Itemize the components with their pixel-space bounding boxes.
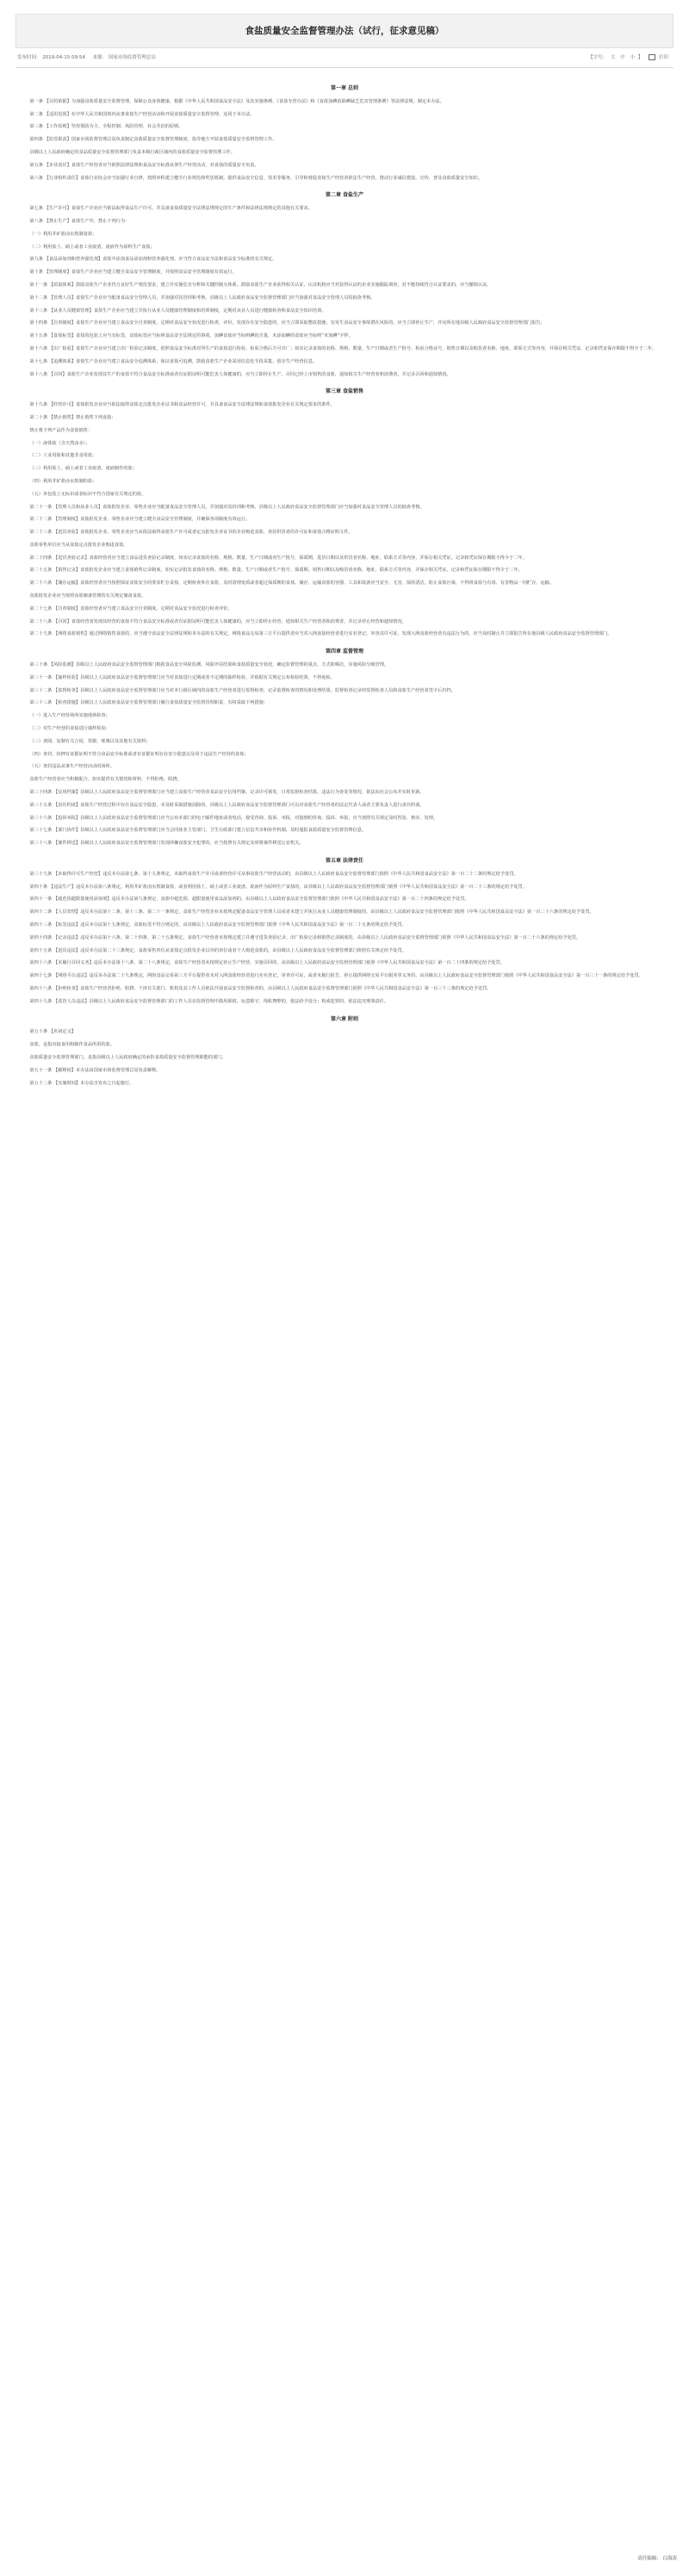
article-paragraph — [21, 1029, 668, 1036]
article-text: 县级以上人民政府确定的食品质量安全监督管理部门负责本级行政区域内的食盐质量安全监督管理工作。 — [29, 149, 236, 155]
article-paragraph — [21, 816, 668, 822]
article-text: 【储存运输】食盐经营者应当按照保证食盐安全的要求贮存食盐，定期检查库存食盐，及时清理变质或者超过保质期的食盐。储存、运输食盐的容器、工具和设备应当安全、无害，保持清洁，防止食盐污染，不得将食盐与有毒、有害物品一同贮存、运输。 — [53, 580, 555, 587]
article-paragraph — [21, 245, 668, 251]
article-text: （五）查封违法从事生产经营活动的场所。 — [29, 764, 115, 770]
page-title: 食盐质量安全监督管理办法（试行，征求意见稿） — [16, 14, 673, 48]
article-text: （三）利用盐土、硝土或者工业废渣、废液制作的盐； — [29, 466, 137, 472]
chapter-heading: 第四章 监督管理 — [325, 649, 364, 655]
article-paragraph — [21, 568, 668, 574]
article-paragraph — [21, 662, 668, 669]
article-paragraph — [21, 619, 668, 626]
editor-label: 责任编辑： — [637, 2556, 661, 2561]
article-paragraph — [21, 295, 668, 302]
article-text: 【检查措施】县级以上人民政府食品安全监督管理部门履行食盐质量安全监督管理职责，有权采取下列措施： — [53, 700, 269, 706]
article-text: 【信用档案】县级以上人民政府食品安全监督管理部门应当建立食盐生产经营者食品安全信用档案，记录许可颁发、日常监督检查结果、违法行为查处等情况，依法向社会公布并实时更新。 — [53, 790, 425, 796]
article-paragraph — [21, 935, 668, 942]
font-medium-button[interactable]: 中 — [620, 55, 625, 60]
editor-name: 白海涛 — [662, 2556, 677, 2561]
article-paragraph — [21, 232, 668, 239]
article-text: 【网络食盐销售】通过网络销售食盐的，应当遵守食品安全法律法规和本办法的有关规定。网络食品交易第三方平台提供者应当对入网食盐经营者进行实名登记，审查其许可证，发现入网食盐经营者有违法行为的，应当及时制止并立即报告所在地县级人民政府食品安全监督管理部门。 — [53, 631, 612, 637]
article-number: 第二十一条 — [29, 504, 53, 510]
article-number: 第十三条 — [29, 307, 48, 313]
article-text: 【适用范围】在中华人民共和国境内从事食盐生产经营活动和开展食盐质量安全监督管理，适用于本办法。 — [44, 111, 255, 117]
article-text: 【目的依据】为加强食盐质量安全监督管理，保障公众身体健康，根据《中华人民共和国食品安全法》及其实施条例、《食盐专营办法》和《食盐加碘消除碘缺乏危害管理条例》等法律法规，制定本办法。 — [44, 98, 444, 104]
article-number: 第二条 — [29, 111, 43, 117]
article-paragraph — [21, 124, 668, 131]
source-label: 来源： — [92, 55, 108, 60]
article-paragraph — [21, 580, 668, 587]
article-text: 【行业组织责任】食盐行业协会应当加强行业自律，按照章程建立健全行业规范和奖惩机制，提供食品安全信息、技术等服务，引导和督促食盐生产经营者依法生产经营，推动行业诚信建设，宣传、普及食盐质量安全知识。 — [44, 175, 483, 181]
article-paragraph — [21, 922, 668, 929]
article-paragraph — [21, 308, 668, 315]
font-size-label: 【字号： — [588, 55, 608, 60]
article-paragraph — [21, 726, 668, 733]
article-paragraph — [21, 402, 668, 409]
article-paragraph — [21, 372, 668, 379]
article-number: 第五十二条 — [29, 1080, 53, 1086]
article-text: 【出厂检验】食盐生产企业应当建立出厂检验记录制度，依照食品安全标准对所生产的食盐进行检验，检验合格后方可出厂；如实记录食盐的名称、规格、数量、生产日期或者生产批号、检验合格证号、销售日期以及购货者名称、地址、联系方式等内容，并保存相关凭证。记录和凭证保存期限不得少于二年。 — [48, 345, 657, 351]
article-paragraph — [21, 1068, 668, 1075]
article-text: 【进货查验】食盐批发企业、零售企业应当从依法取得食盐生产许可或者定点批发企业证书的企业购进食盐，查验供货者的许可证和食盐合格证明文件。 — [53, 530, 353, 536]
article-text: 【投诉举报】县级以上人民政府食品安全监督管理部门应当公布本部门的电子邮件地址或者电话，接受咨询、投诉、举报，对接到的咨询、投诉、举报，应当按照有关规定及时答复、核实、处理。 — [53, 815, 438, 821]
article-number: 第三十五条 — [29, 802, 53, 808]
font-large-button[interactable]: 大 — [610, 55, 616, 60]
article-paragraph — [21, 1042, 668, 1049]
article-text: 【未履行召回义务】违反本办法第十八条、第二十八条规定，食盐生产经营者未按规定停止生产经营、实施召回的，由县级以上人民政府食品安全监督管理部门依照《中华人民共和国食品安全法》第一百二十四条的规定给予处罚。 — [53, 960, 505, 966]
article-text: 禁止将下列产品作为食盐销售： — [29, 427, 93, 433]
article-text: 【管理制度】食盐批发企业、零售企业应当建立健全食品安全管理制度，并确保各项制度有效运行。 — [53, 517, 251, 523]
article-number: 第五十一条 — [29, 1067, 53, 1073]
article-text: 【监管职责】国家市场监督管理总局负责制定食盐质量安全监督管理制度，指导地方开展食盐质量安全监督管理工作。 — [44, 137, 277, 143]
article-text: 【监督检查】县级以上人民政府食品安全监督管理部门应当对本行政区域内的食盐生产经营者进行监督检查，记录监督检查的情况和处理结果，监督检查记录经监督检查人员和食盐生产经营者签字后归档。 — [53, 687, 456, 693]
article-paragraph — [21, 948, 668, 955]
article-number: 第三十三条 — [29, 700, 53, 706]
publish-label: 发布时间： — [17, 55, 41, 60]
article-number: 第二十七条 — [29, 605, 53, 611]
article-text: 【标签违法】违反本办法第十五条规定，食盐标签不符合规定的，由县级以上人民政府食品安全监督管理部门依照《中华人民共和国食品安全法》第一百二十五条的规定给予处罚。 — [53, 922, 407, 928]
meta-info — [17, 48, 156, 67]
article-number: 第十一条 — [29, 282, 48, 288]
article-number: 第四十一条 — [29, 897, 53, 903]
article-paragraph — [21, 333, 668, 340]
article-number: 第三十二条 — [29, 687, 53, 693]
article-text: （四）查封、扣押有证据证明不符合食品安全标准或者有证据证明存在安全隐患以及用于违法生产经营的食盐； — [29, 751, 249, 757]
article-paragraph — [21, 543, 668, 549]
article-text: （一）进入生产经营场所实施现场检查； — [29, 713, 110, 719]
article-paragraph — [21, 909, 668, 916]
article-text: 【进货查验记录】食盐经营者应当建立食品进货查验记录制度，如实记录食盐的名称、规格、数量、生产日期或者生产批号、保质期、进货日期以及供货者名称、地址、联系方式等内容，并保存相关凭证。记录和凭证保存期限不得少于二年。 — [53, 555, 527, 561]
article-paragraph — [21, 593, 668, 600]
article-number: 第五条 — [29, 162, 43, 168]
article-paragraph — [21, 219, 668, 226]
article-paragraph — [21, 999, 668, 1006]
article-text: 【未取得许可生产经营】违反本办法第七条、第十九条规定，未取得食盐生产许可或者经营许可从事食盐生产经营活动的，由县级以上人民政府食品安全监督管理部门依照《中华人民共和国食品安全法》第一百二十二条的规定给予处罚。 — [53, 871, 518, 877]
article-paragraph — [21, 739, 668, 746]
article-number: 第十条 — [29, 270, 43, 276]
article-number: 第十四条 — [29, 320, 48, 326]
article-text: （五）外包装上无标识或者标识不符合国家有关规定的盐。 — [29, 491, 146, 497]
chapter-heading: 第五章 法律责任 — [325, 858, 364, 865]
article-paragraph — [21, 137, 668, 144]
article-number: 第六条 — [29, 175, 43, 181]
article-text: 【违法生产】违反本办法第八条规定，利用井矿盐卤水熬制食盐，或者利用盐土、硝土或者工业废渣、废液作为原料生产食盐的，由县级以上人民政府食品安全监督管理部门依照《中华人民共和国食品安全法》第一百二十三条的规定给予处罚。 — [48, 884, 527, 890]
article-number: 第四十四条 — [29, 934, 53, 940]
article-number: 第四十六条 — [29, 960, 53, 966]
source: 国家市场监督管理总局 — [108, 55, 156, 60]
article-text: 食盐质量安全监督管理部门，是指县级以上人民政府确定的承担食盐质量安全监督管理职能的部门。 — [29, 1054, 227, 1060]
article-text: 【召回】食盐生产企业发现其生产的食盐不符合食品安全标准或者有证据证明可能危害人体健康的，应当立即停止生产，召回已经上市销售的食盐，通知相关生产经营者和消费者，并记录召回和通知情况。 — [48, 371, 451, 377]
article-paragraph — [21, 713, 668, 720]
article-text: 【禁止销售】禁止销售下列食盐： — [48, 414, 116, 420]
article-text: （二）对生产经营的食盐进行抽样检验； — [29, 726, 110, 732]
article-text: 【名词定义】 — [48, 1029, 76, 1035]
article-paragraph — [21, 112, 668, 119]
article-number: 第三十七条 — [29, 828, 53, 834]
article-paragraph — [21, 359, 668, 366]
article-paragraph — [21, 282, 668, 289]
article-text: 【实施时间】本办法自发布之日起施行。 — [53, 1080, 134, 1086]
font-small-button[interactable]: 小 — [630, 55, 635, 60]
article-paragraph — [21, 99, 668, 106]
article-text: 【自查制度】食盐经营者应当建立食品安全自查制度，定期对食品安全状况进行检查评价。 — [53, 605, 233, 611]
article-text: 【追溯体系】食盐生产企业应当建立食品安全追溯体系，保证食盐可追溯，鼓励食盐生产企业采用信息化手段采集、留存生产经营信息。 — [48, 358, 318, 364]
article-text: 【销售记录】食盐批发企业应当建立食盐销售记录制度，如实记录批发食盐的名称、规格、数量、生产日期或者生产批号、保质期、销售日期以及购货者名称、地址、联系方式等内容，并保存相关凭证。记录和凭证保存期限不得少于二年。 — [53, 568, 523, 574]
publish-time: 2019-04-15 09:54 — [42, 55, 85, 60]
printer-icon[interactable] — [649, 54, 655, 60]
article-paragraph — [21, 688, 668, 695]
article-text: （三）查阅、复制有关合同、票据、账簿以及其他有关资料； — [29, 738, 151, 744]
article-paragraph — [21, 1081, 668, 1088]
article-text: （四）利用井矿盐卤水熬制的盐； — [29, 478, 97, 484]
article-number: 第四十条 — [29, 884, 48, 890]
article-number: 第二十二条 — [29, 517, 53, 523]
article-text: 【工作原则】坚持预防为主、全程控制、风险管理、社会共治的原则。 — [44, 124, 183, 130]
article-paragraph — [21, 466, 668, 473]
article-text: 【拒绝检查】食盐生产经营者拒绝、阻挠、干涉有关部门、机构及其工作人员依法开展食品安全监督检查的，由县级以上人民政府食品安全监督管理部门依照《中华人民共和国食品安全法》第一百三十三条的规定给予处罚。 — [53, 985, 492, 991]
article-number: 第七条 — [29, 206, 43, 212]
article-paragraph — [21, 320, 668, 327]
article-paragraph — [21, 441, 668, 448]
article-paragraph — [21, 790, 668, 797]
editor-credit — [637, 2554, 677, 2561]
article-paragraph — [21, 973, 668, 980]
article-paragraph — [21, 1055, 668, 1062]
article-text: （一）液体盐（含天然卤水）； — [29, 440, 90, 446]
article-text: 食盐生产经营者应当积极配合，如实提供有关情况和材料，不得拒绝、阻挠。 — [29, 777, 182, 783]
article-paragraph — [21, 606, 668, 613]
article-number: 第三十八条 — [29, 841, 53, 847]
article-paragraph — [21, 176, 668, 183]
article-text: 【案件移送】县级以上人民政府食品安全监督管理部门发现涉嫌食盐安全犯罪的，应当按照有关规定及时将案件移送公安机关。 — [53, 841, 304, 847]
article-number: 第四十八条 — [29, 985, 53, 991]
article-number: 第九条 — [29, 257, 43, 263]
article-paragraph — [21, 505, 668, 512]
article-paragraph — [21, 479, 668, 486]
article-paragraph — [21, 206, 668, 213]
article-number: 第三十一条 — [29, 674, 53, 680]
article-text: 【生产许可】食盐生产企业应当依法取得食品生产许可，并具备食盐质量安全法律法规规定的生产条件和法律法规规定的其他有关要求。 — [44, 206, 313, 212]
print-button[interactable]: 打印 — [658, 55, 668, 60]
article-paragraph — [21, 631, 668, 638]
article-text: 食盐，是指直接食用和制作食品所用的盐。 — [29, 1042, 115, 1048]
article-paragraph — [21, 872, 668, 878]
article-paragraph — [21, 885, 668, 891]
meta-tools — [588, 48, 668, 67]
article-number: 第十九条 — [29, 402, 48, 408]
article-paragraph — [21, 828, 668, 835]
article-paragraph — [21, 675, 668, 682]
article-text: 【管理人员和从业人员】食盐批发企业、零售企业应当配备食品安全管理人员，并加强对其培训和考核。县级以上人民政府食品安全监督管理部门应当加强对食品安全管理人员的抽查考核。 — [53, 504, 425, 510]
article-number: 第二十六条 — [29, 580, 53, 587]
article-number: 第二十条 — [29, 414, 48, 420]
article-paragraph — [21, 897, 668, 903]
article-number: 第四十三条 — [29, 922, 53, 928]
article-number: 第二十四条 — [29, 555, 53, 561]
article-text: 【禁止生产】食盐生产中，禁止下列行为： — [44, 218, 130, 224]
article-number: 第三十条 — [29, 662, 48, 668]
article-paragraph — [21, 764, 668, 771]
article-paragraph — [21, 346, 668, 353]
article-text: 【监管人员违法】县级以上人民政府食品安全监督管理部门的工作人员在监督管理中滥用职权、玩忽职守、徇私舞弊的，依法给予处分；构成犯罪的，依法追究刑事责任。 — [53, 998, 389, 1004]
article-text: 【超范围超限量使用添加剂】违反本办法第九条规定，食盐中超范围、超限量使用食品添加剂的，由县级以上人民政府食品安全监督管理部门依照《中华人民共和国食品安全法》第一百二十四条的规定给予处罚。 — [53, 897, 469, 903]
article-text: 【进货违法】违反本办法第二十三条规定，食盐零售单位从食盐定点批发企业以外的单位或者个人购进食盐的，由县级以上人民政府食品安全监督管理部门依照有关规定给予处罚。 — [53, 947, 407, 953]
article-paragraph — [21, 428, 668, 435]
article-number: 第二十三条 — [29, 530, 53, 536]
article-number: 第四十二条 — [29, 909, 53, 916]
chapter-heading: 第一章 总则 — [330, 85, 359, 91]
article-number: 第十二条 — [29, 295, 48, 301]
article-paragraph — [21, 556, 668, 562]
article-paragraph — [21, 492, 668, 499]
article-body — [16, 68, 673, 1087]
article-paragraph — [21, 986, 668, 993]
article-paragraph — [21, 150, 668, 157]
article-text: 【风险监测】县级以上人民政府食品安全监督管理部门根据食品安全风险监测、风险评估结果和食盐质量安全状况，确定监督管理的重点、方式和频次，实施风险分级管理。 — [48, 662, 389, 668]
article-text: 【经营许可】食盐批发企业应当依法取得食盐定点批发企业证书和食品经营许可，并具备食品安全法律法规和食盐批发企业有关规定要求的条件。 — [48, 402, 335, 408]
article-number: 第八条 — [29, 218, 43, 224]
article-paragraph — [21, 517, 668, 524]
article-text: 【从业人员健康管理】食盐生产企业应当建立并执行从业人员健康管理制度和培训制度，定期对从业人员进行健康检查和食品安全知识培训。 — [48, 307, 326, 313]
article-text: （二）利用盐土、硝土或者工业废渣、废液作为原料生产食盐； — [29, 244, 155, 250]
article-number: 第三十四条 — [29, 790, 53, 796]
article-number: 第四十九条 — [29, 998, 53, 1004]
chapter-heading: 第三章 食盐销售 — [325, 388, 364, 395]
article-number: 第十五条 — [29, 333, 48, 339]
article-paragraph — [21, 803, 668, 810]
article-number: 第四条 — [29, 137, 43, 143]
article-number: 第四十五条 — [29, 947, 53, 953]
article-text: 【自查制度】食盐生产企业应当建立食品安全自查制度，定期对食品安全状况进行检查、评价，发现存在安全隐患的，应当立即采取整改措施；有发生食品安全事故潜在风险的，应当立即停止生产，并向所在地县级人民政府食品安全监督管理部门报告。 — [48, 320, 545, 326]
article-number: 第十七条 — [29, 358, 48, 364]
article-text: 【质量体系】鼓励食盐生产企业符合良好生产规范要求，建立并实施危害分析和关键控制点体系。鼓励食盐生产企业获得相关认证，认证机构应当对获得认证的企业实施跟踪调查，对不能持续符合认证要求的，应当撤销认证。 — [48, 282, 492, 288]
article-text: 【人员管理】违反本办法第十二条、第十三条、第二十一条规定，食盐生产经营企业未按规定配备食品安全管理人员或者未建立并执行从业人员健康管理制度的，由县级以上人民政府食品安全监督管理部门依照《中华人民共和国食品安全法》第一百二十六条的规定给予处罚。 — [53, 909, 594, 916]
article-paragraph — [21, 530, 668, 537]
article-number: 第四十七条 — [29, 973, 53, 979]
article-paragraph — [21, 270, 668, 276]
chapter-heading: 第六章 附则 — [330, 1015, 359, 1022]
article-text: 【网络平台违法】违反本办法第二十九条规定，网络食品交易第三方平台提供者未对入网食盐经营者进行实名登记、审查许可证，或者未履行报告、停止提供网络交易平台服务等义务的，由县级以上人民政府食品安全监督管理部门依照《中华人民共和国食品安全法》第一百三十一条的规定给予处罚。 — [53, 973, 643, 979]
article-text: 【企业责任】食盐生产经营者应当依照法律法规和食品安全标准从事生产经营活动，对食盐的质量安全负责。 — [44, 162, 259, 168]
article-number: 第十八条 — [29, 371, 48, 377]
meta-bar — [16, 48, 673, 68]
article-number: 第五十条 — [29, 1029, 48, 1035]
article-text: 【管理制度】食盐生产企业应当建立健全食品安全管理制度，并按照食品安全管理制度有效运行。 — [44, 270, 237, 276]
article-text: 【记录违法】违反本办法第十六条、第二十四条、第二十五条规定，食盐生产经营者未按规定建立并遵守进货查验记录、出厂检验记录和销售记录制度的，由县级以上人民政府食品安全监督管理部门依照《中华人民共和国食品安全法》第一百二十六条的规定给予处罚。 — [53, 934, 581, 940]
article-text: 食盐批发企业应当按照食盐储备管理的有关规定储备食盐。 — [29, 593, 146, 599]
article-text: 【食品添加剂和营养强化剂】食盐中添加食品添加剂和营养强化剂，应当符合食品安全法和食品安全标准的有关规定。 — [44, 257, 277, 263]
article-text: 【责任约谈】食盐生产经营过程中存在食品安全隐患，未及时采取措施消除的，县级以上人民政府食品安全监督管理部门可以对食盐生产经营者的法定代表人或者主要负责人进行责任约谈。 — [53, 802, 425, 808]
article-text: 【部门协作】县级以上人民政府食品安全监督管理部门应当会同盐业主管部门、卫生行政部门建立信息共享和协作机制，及时通报食盐质量安全监督管理信息。 — [53, 828, 367, 834]
article-number: 第二十九条 — [29, 631, 53, 637]
article-number: 第三十六条 — [29, 815, 53, 821]
article-text: （二）工业用盐和其他非食用盐； — [29, 453, 97, 459]
article-paragraph — [21, 415, 668, 422]
article-paragraph — [21, 841, 668, 847]
article-text: 【解释权】本办法由国家市场监督管理总局负责解释。 — [53, 1067, 161, 1073]
font-size-end: 】 — [637, 55, 643, 60]
article-container — [16, 14, 673, 1093]
article-text: 【食盐标签】食盐的包装上应当有标签，食盐标签应当标明食品安全法规定的事项，加碘食盐应当标明碘的含量，未添加碘的食盐应当标明“未加碘”字样。 — [48, 333, 353, 339]
article-paragraph — [21, 752, 668, 759]
article-number: 第十六条 — [29, 345, 48, 351]
article-paragraph — [21, 700, 668, 707]
article-text: 【管理人员】食盐生产企业应当配备食品安全管理人员，并加强对其培训和考核，县级以上人民政府食品安全监督管理部门应当加强对食品安全管理人员的抽查考核。 — [48, 295, 376, 301]
article-number: 第二十五条 — [29, 568, 53, 574]
article-text: 食盐零售单位应当从食盐定点批发企业购进食盐。 — [29, 542, 128, 548]
article-text: 【抽样检验】县级以上人民政府食品安全监督管理部门应当对食盐进行定期或者不定期的抽样检验，并依据有关规定公布检验结果，不得免检。 — [53, 674, 335, 680]
article-number: 第三十九条 — [29, 871, 53, 877]
article-paragraph — [21, 257, 668, 264]
article-paragraph — [21, 777, 668, 784]
article-text: （一）利用井矿盐卤水熬制食盐； — [29, 231, 97, 237]
article-number: 第二十八条 — [29, 618, 53, 624]
article-number: 第一条 — [29, 98, 43, 104]
article-number: 第三条 — [29, 124, 43, 130]
article-paragraph — [21, 163, 668, 170]
article-paragraph — [21, 960, 668, 967]
article-paragraph — [21, 453, 668, 460]
article-text: 【召回】食盐经营者发现其经营的食盐不符合食品安全标准或者有证据证明可能危害人体健康的，应当立即停止经营，通知相关生产经营者和消费者，并记录停止经营和通知情况。 — [53, 618, 407, 624]
chapter-heading: 第二章 食盐生产 — [325, 192, 364, 199]
